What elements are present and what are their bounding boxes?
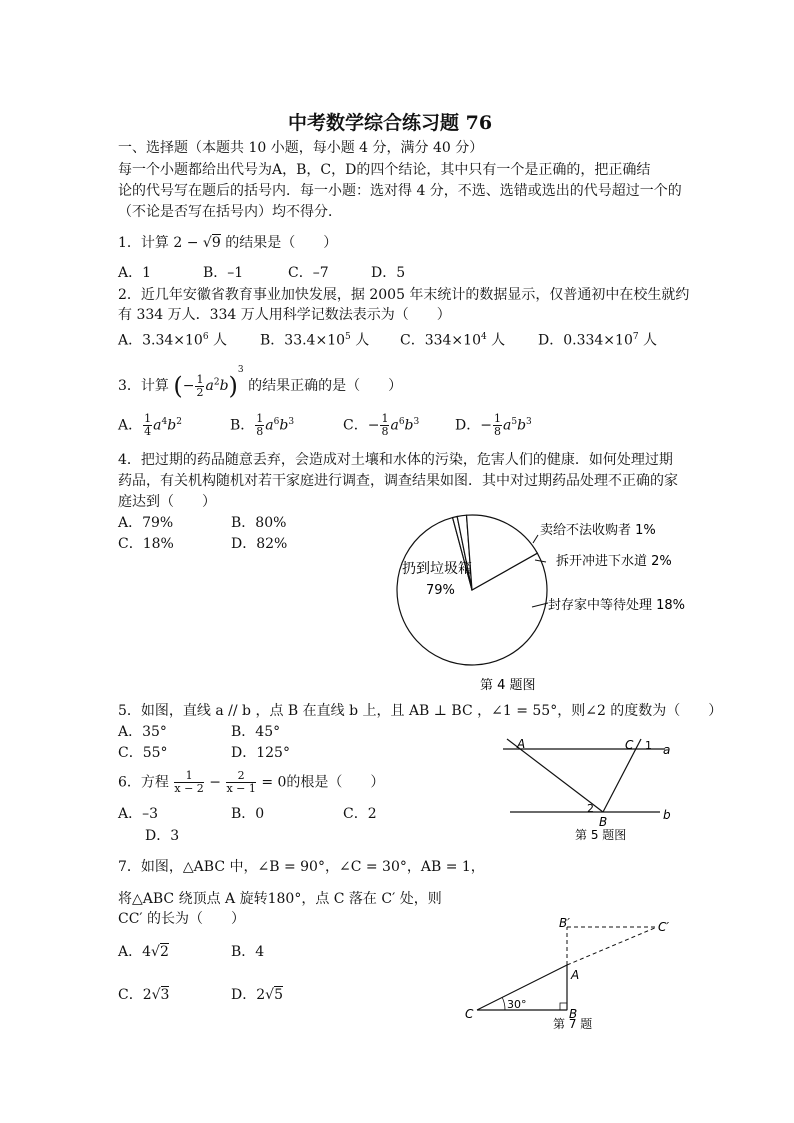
svg-text:B′: B′ [559, 916, 570, 930]
q2-option-b[interactable]: B．$33.4\times 10^5$ 人 [260, 332, 370, 349]
sqrt-sign: √ [202, 235, 212, 251]
svg-text:C: C [465, 1007, 474, 1021]
q3-option-b[interactable]: B． $\frac{1}{8}$ $a^6b^3$ [230, 412, 295, 439]
q7-option-b[interactable]: B．4 [231, 944, 265, 960]
question-6: 6．方程 $\frac{1}{x - 2}$ − $\frac{2}{x - 1}$ = 0的根是（ ） [118, 769, 385, 795]
question-3: 3．计算 (− $\frac{1}{2}$ $a^2b)^3$ 的结果正确的是（ ） [118, 365, 403, 400]
question-5: 5．如图，直线 a // b ，点 B 在直线 b 上，且 AB ⊥ BC ，∠1 = 55°，则∠2 的度数为（ ） [118, 703, 723, 719]
question-2-line: 2．近几年安徽省教育事业加快发展，据 2005 年末统计的数据显示，仅普通初中在校生就约 [118, 287, 690, 303]
question-4-line: 庭达到（ ） [118, 494, 216, 510]
q3-expression: (− $\frac{1}{2}$ $a^2b)^3$ [173, 365, 244, 400]
angle-arc [502, 997, 505, 1010]
question-4-line: 4．把过期的药品随意丢弃，会造成对土壤和水体的污染，危害人们的健康．如何处理过期 [118, 452, 673, 468]
q5-option-b[interactable]: B．45° [231, 724, 281, 740]
q2-option-d[interactable]: D．$0.334\times 10^7$ 人 [538, 332, 658, 349]
svg-text:2: 2 [587, 802, 594, 815]
instruction-line: 每一个小题都给出代号为A，B，C，D的四个结论，其中只有一个是正确的，把正确结 [118, 162, 651, 178]
q4-option-a[interactable]: A．79% [118, 515, 174, 531]
pie-label-store: 封存家中等待处理 18% [548, 598, 686, 613]
q1-expression: 2 − √9 [173, 235, 221, 251]
figure-7 [455, 915, 695, 1035]
q1-option-a[interactable]: A．1 [118, 265, 152, 281]
q1-option-d[interactable]: D．5 [371, 265, 406, 281]
question-2-line: 有 334 万人．334 万人用科学记数法表示为（ ） [118, 307, 451, 323]
svg-text:B: B [569, 1007, 578, 1021]
segment-ac1 [567, 927, 657, 965]
leader-line [533, 535, 538, 543]
q4-option-c[interactable]: C．18% [118, 536, 174, 552]
q3-option-a[interactable]: A． $\frac{1}{4}$ $a^4b^2$ [118, 412, 182, 439]
svg-text:1: 1 [645, 739, 652, 752]
svg-text:a: a [663, 743, 671, 757]
pie-chart [380, 505, 710, 695]
q2-option-c[interactable]: C．$334\times 10^4$ 人 [400, 332, 506, 349]
q6-option-c[interactable]: C．2 [343, 806, 377, 822]
page-title: 中考数学综合练习题 76 [288, 112, 493, 134]
question-4-line: 药品，有关机构随机对若干家庭进行调查，调查结果如图．其中对过期药品处理不正确的家 [118, 473, 678, 489]
q2-option-a[interactable]: A．$3.34\times 10^6$ 人 [118, 332, 228, 349]
pie-slices [397, 515, 547, 665]
figure-5-caption: 第 5 题图 [575, 828, 627, 842]
svg-text:C′: C′ [658, 920, 670, 934]
segment-bc [603, 739, 641, 812]
q5-option-c[interactable]: C．55° [118, 745, 168, 761]
q6-option-a[interactable]: A．–3 [118, 806, 159, 822]
question-7-line: 将△ABC 绕顶点 A 旋转180°，点 C 落在 C′ 处，则 [118, 891, 442, 907]
pie-label-main-value: 79% [426, 583, 455, 598]
q4-option-d[interactable]: D．82% [231, 536, 288, 552]
q4-option-b[interactable]: B．80% [231, 515, 287, 531]
pie-label-flush: 拆开冲进下水道 2% [556, 554, 672, 569]
q7-option-a[interactable]: A．4√2 [118, 944, 169, 960]
q5-option-a[interactable]: A．35° [118, 724, 167, 740]
pie-label-sell: 卖给不法收购者 1% [540, 523, 656, 538]
q3-option-d[interactable]: D．− $\frac{1}{8}$ $a^5b^3$ [455, 412, 532, 439]
question-7-line: 7．如图，△ABC 中，∠B = 90°，∠C = 30°，AB = 1， [118, 859, 485, 875]
figure-7-caption: 第 7 题 [553, 1017, 593, 1031]
svg-text:C: C [625, 738, 634, 752]
question-7-line: CC′ 的长为（ ） [118, 911, 246, 927]
svg-text:A: A [571, 968, 580, 982]
figure-5 [495, 735, 685, 845]
instruction-line: 论的代号写在题后的括号内．每一小题：选对得 4 分，不选、选错或选出的代号超过一个的 [118, 183, 682, 199]
q1-option-c[interactable]: C．–7 [288, 265, 329, 281]
q7-option-c[interactable]: C．2√3 [118, 987, 170, 1003]
svg-text:B: B [599, 815, 608, 829]
q7-option-d[interactable]: D．2√5 [231, 987, 283, 1003]
right-angle-mark [560, 1003, 567, 1010]
question-1: 1．计算 2 − √9 的结果是（ ） [118, 235, 338, 251]
svg-text:A: A [517, 737, 526, 751]
q6-option-b[interactable]: B．0 [231, 806, 265, 822]
svg-text:30°: 30° [507, 998, 527, 1011]
q1-option-b[interactable]: B．–1 [203, 265, 244, 281]
q6-option-d[interactable]: D．3 [145, 828, 180, 844]
section-heading: 一、选择题（本题共 10 小题，每小题 4 分，满分 40 分） [118, 140, 484, 156]
pie-label-main: 扔到垃圾箱 [402, 561, 472, 577]
instruction-line: （不论是否写在括号内）均不得分． [118, 204, 342, 220]
q5-option-d[interactable]: D．125° [231, 745, 290, 761]
q3-option-c[interactable]: C．− $\frac{1}{8}$ $a^6b^3$ [343, 412, 420, 439]
figure-4-caption: 第 4 题图 [480, 678, 536, 693]
svg-text:b: b [663, 808, 671, 822]
